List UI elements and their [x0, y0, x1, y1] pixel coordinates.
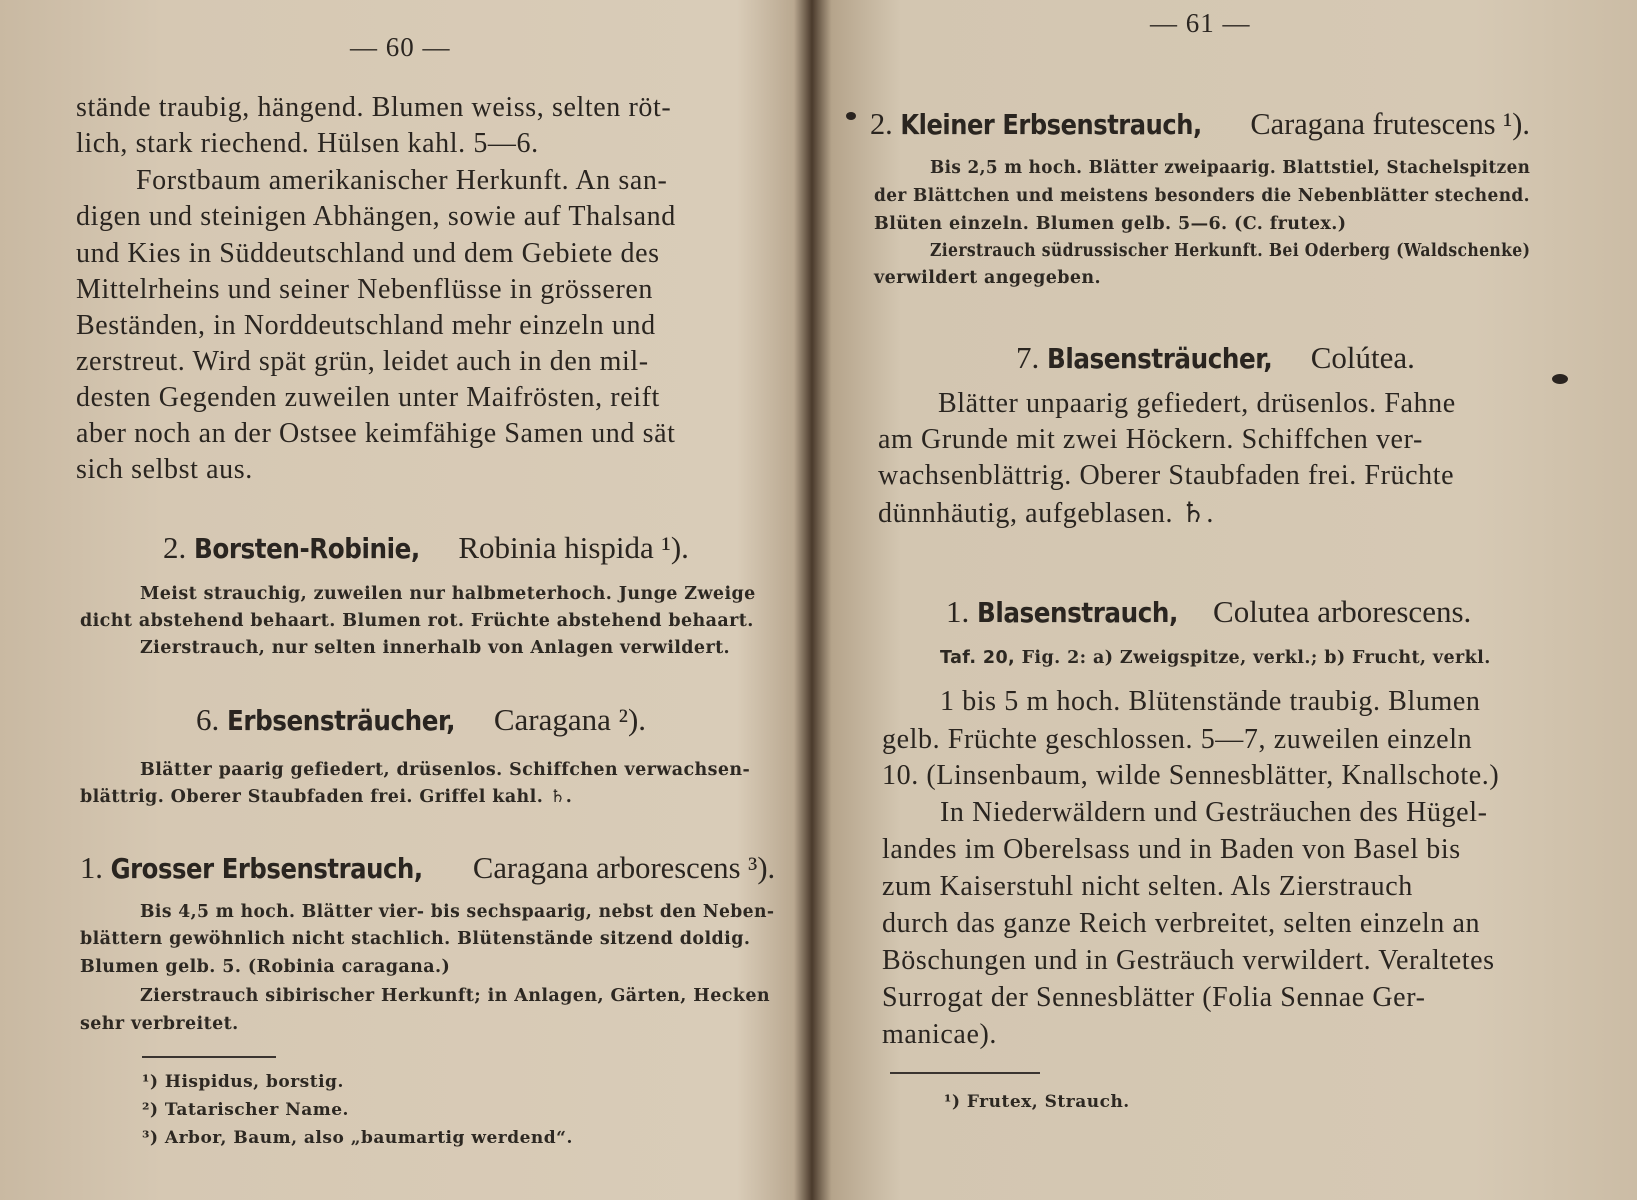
right-page — [830, 0, 1637, 1200]
text-line: wachsenblättrig. Oberer Staubfaden frei. Früchte — [878, 460, 1455, 491]
heading-latin-name: Caragana ²). — [493, 702, 647, 737]
footnote: ²) Tatarischer Name. — [142, 1100, 349, 1120]
page-number: — 61 — — [1150, 8, 1251, 38]
text-line: am Grunde mit zwei Höckern. Schiffchen ver- — [878, 424, 1423, 455]
heading-number: 2. — [870, 106, 893, 141]
section-heading — [1016, 340, 1415, 376]
heading-german-name: Borsten-Robinie, — [194, 532, 420, 565]
figure-caption: Fig. 2: a) Zweigspitze, verkl.; b) Frucht, verkl. — [1021, 648, 1491, 668]
text-line: manicae). — [882, 1019, 997, 1050]
text-line: sich selbst aus. — [76, 454, 253, 485]
text-line: blättrig. Oberer Staubfaden frei. Griffel kahl. ♄. — [80, 787, 573, 807]
text-line: Zierstrauch sibirischer Herkunft; in Anlagen, Gärten, Hecken — [140, 986, 770, 1006]
text-line: verwildert angegeben. — [874, 268, 1102, 288]
section-heading — [946, 594, 1471, 630]
text-line: Forstbaum amerikanischer Herkunft. An san- — [136, 165, 668, 196]
left-page — [0, 0, 810, 1200]
heading-german-name: Grosser Erbsenstrauch, — [110, 852, 423, 885]
section-heading — [163, 530, 689, 566]
text-line: In Niederwäldern und Gesträuchen des Hügel- — [940, 797, 1488, 828]
heading-german-name: Blasenstrauch, — [977, 596, 1178, 629]
text-line: dünnhäutig, aufgeblasen. ♄. — [878, 498, 1214, 529]
text-line: Bis 2,5 m hoch. Blätter zweipaarig. Blattstiel, Stachelspitzen — [930, 158, 1531, 178]
text-line: Blumen gelb. 5. (Robinia caragana.) — [80, 957, 451, 977]
text-line: Zierstrauch, nur selten innerhalb von Anlagen verwildert. — [140, 638, 731, 658]
heading-latin-name: Caragana arborescens ³). — [472, 850, 776, 885]
heading-german-name: Erbsensträucher, — [227, 704, 456, 737]
heading-latin-name: Colutea arborescens. — [1213, 594, 1472, 629]
text-line: stände traubig, hängend. Blumen weiss, selten röt- — [76, 92, 672, 123]
text-line: lich, stark riechend. Hülsen kahl. 5—6. — [76, 128, 539, 159]
heading-german-name: Blasensträucher, — [1047, 342, 1273, 375]
section-heading — [80, 850, 775, 886]
heading-number: 1. — [80, 850, 103, 885]
footnote: ³) Arbor, Baum, also „baumartig werdend“. — [142, 1128, 573, 1148]
section-heading — [196, 702, 646, 738]
text-line: sehr verbreitet. — [80, 1014, 239, 1034]
heading-number: 1. — [946, 594, 970, 629]
text-line: dicht abstehend behaart. Blumen rot. Früchte abstehend behaart. — [80, 611, 754, 631]
plate-number: Taf. 20, — [940, 648, 1016, 668]
text-line: desten Gegenden zuweilen unter Maifrösten, reift — [76, 382, 660, 413]
text-line: Meist strauchig, zuweilen nur halbmeterhoch. Junge Zweige — [140, 584, 756, 604]
text-line: gelb. Früchte geschlossen. 5—7, zuweilen einzeln — [882, 724, 1473, 755]
text-line: digen und steinigen Abhängen, sowie auf Thalsand — [76, 201, 676, 232]
text-line: Bis 4,5 m hoch. Blätter vier- bis sechspaarig, nebst den Neben- — [140, 902, 775, 922]
text-line: Blätter paarig gefiedert, drüsenlos. Schiffchen verwachsen- — [140, 760, 751, 780]
heading-latin-name: Caragana frutescens ¹). — [1250, 106, 1530, 141]
footnote: ¹) Hispidus, borstig. — [142, 1072, 344, 1092]
footnote-rule — [142, 1056, 276, 1058]
footnote: ¹) Frutex, Strauch. — [944, 1092, 1130, 1112]
page-number: — 60 — — [350, 32, 451, 62]
text-line: landes im Oberelsass und in Baden von Basel bis — [882, 834, 1461, 865]
text-line: und Kies in Süddeutschland und dem Gebiete des — [76, 238, 660, 269]
text-line: zum Kaiserstuhl nicht selten. Als Zierstrauch — [882, 871, 1413, 902]
text-line: Zierstrauch südrussischer Herkunft. Bei Oderberg (Waldschenke) — [930, 241, 1531, 261]
text-line: aber noch an der Ostsee keimfähige Samen und sät — [76, 418, 676, 449]
text-line: Blätter unpaarig gefiedert, drüsenlos. Fahne — [938, 388, 1456, 419]
heading-latin-name: Colútea. — [1310, 340, 1415, 375]
heading-number: 7. — [1016, 340, 1040, 375]
heading-german-name: Kleiner Erbsenstrauch, — [900, 108, 1202, 141]
text-line: Mittelrheins und seiner Nebenflüsse in grösseren — [76, 274, 654, 305]
heading-number: 2. — [163, 530, 187, 565]
ink-spot — [1552, 374, 1568, 384]
text-line: zerstreut. Wird spät grün, leidet auch in den mil- — [76, 346, 649, 377]
footnote-rule — [890, 1072, 1040, 1074]
text-line: Böschungen und in Gesträuch verwildert. Veraltetes — [882, 945, 1495, 976]
text-line: Blüten einzeln. Blumen gelb. 5—6. (C. frutex.) — [874, 214, 1347, 234]
section-heading — [870, 106, 1530, 142]
text-line: Surrogat der Sennesblätter (Folia Sennae Ger- — [882, 982, 1426, 1013]
ink-spot — [846, 112, 856, 120]
text-line: durch das ganze Reich verbreitet, selten einzeln an — [882, 908, 1481, 939]
heading-number: 6. — [196, 702, 220, 737]
heading-latin-name: Robinia hispida ¹). — [458, 530, 689, 565]
text-line: 10. (Linsenbaum, wilde Sennesblätter, Knallschote.) — [882, 760, 1500, 791]
text-line: Beständen, in Norddeutschland mehr einzeln und — [76, 310, 656, 341]
text-line: blättern gewöhnlich nicht stachlich. Blütenstände sitzend doldig. — [80, 929, 751, 949]
text-line: der Blättchen und meistens besonders die Nebenblätter stechend. — [874, 186, 1530, 206]
text-line: 1 bis 5 m hoch. Blütenstände traubig. Blumen — [940, 686, 1481, 717]
figure-reference — [940, 648, 1491, 668]
